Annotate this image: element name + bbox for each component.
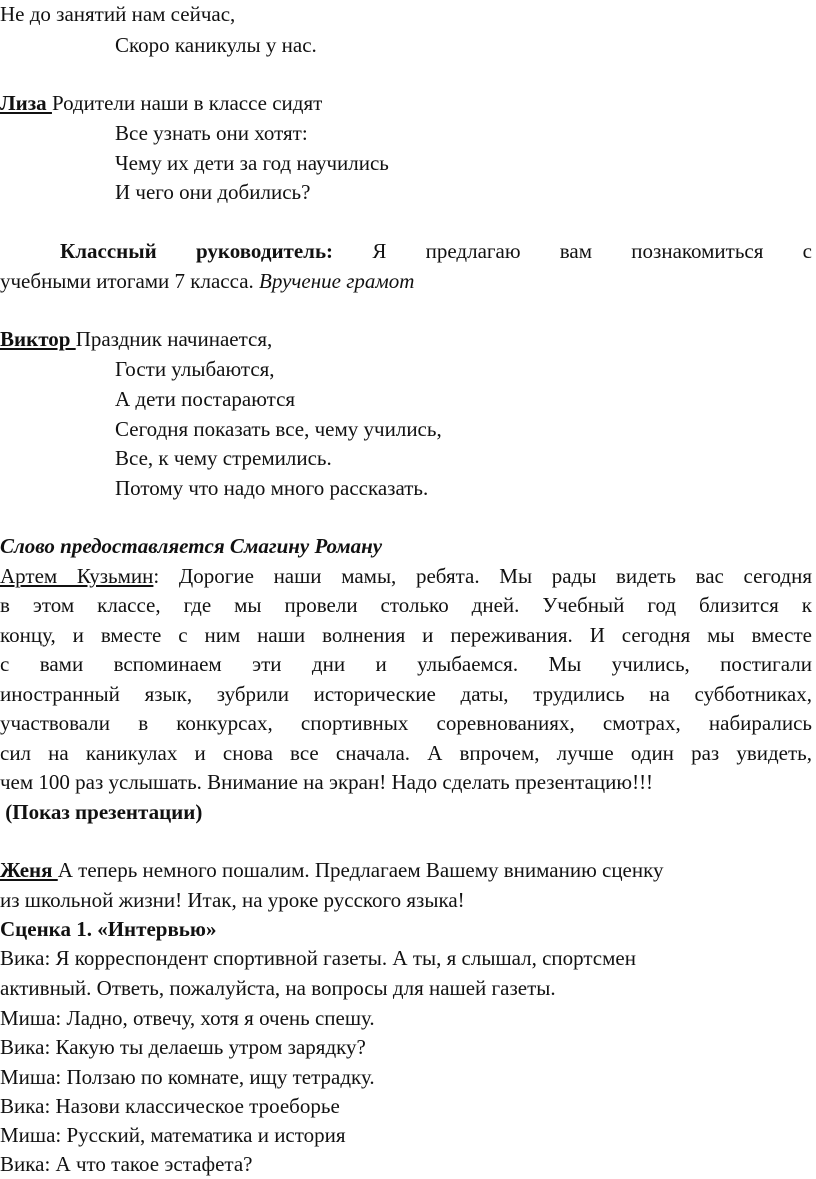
liza-line-2: Все узнать они хотят: [115, 121, 308, 145]
scene-line-7: Миша: Русский, математика и история [0, 1123, 346, 1147]
scene-line-3: Миша: Ладно, отвечу, хотя я очень спешу. [0, 1006, 375, 1030]
liza-line-3: Чему их дети за год научились [115, 151, 389, 175]
artem-line-1 [0, 562, 812, 591]
artem-line-7: сил на каникулах и снова все сначала. А впрочем, лучше один раз увидеть, [0, 741, 812, 765]
speaker-viktor: Виктор [0, 327, 76, 351]
announcement: Слово предоставляется Смагину Роману [0, 534, 383, 558]
viktor-line-4: Сегодня показать все, чему учились, [115, 417, 442, 441]
scene-line-1: Вика: Я корреспондент спортивной газеты. А ты, я слышал, спортсмен [0, 946, 636, 970]
artem-line-6: участвовали в конкурсах, спортивных соревнованиях, смотрах, набирались [0, 711, 812, 735]
intro-line-2: Скоро каникулы у нас. [115, 33, 317, 57]
teacher-line-2 [0, 267, 414, 296]
teacher-text-1: Я предлагаю вам познакомиться с [333, 239, 812, 263]
viktor-line-5: Все, к чему стремились. [115, 446, 332, 470]
zhenya-line-2: из школьной жизни! Итак, на уроке русского языка! [0, 888, 465, 912]
artem-line-3: концу, и вместе с ним наши волнения и переживания. И сегодня мы вместе [0, 623, 812, 647]
liza-line-4: И чего они добились? [115, 180, 311, 204]
artem-line-8: чем 100 раз услышать. Внимание на экран! Надо сделать презентацию!!! [0, 770, 654, 794]
viktor-line-3: А дети постараются [115, 387, 296, 411]
presentation-note: (Показ презентации) [0, 800, 203, 824]
teacher-text-2: учебными итогами 7 класса. [0, 269, 260, 293]
scene-line-2: активный. Ответь, пожалуйста, на вопросы для нашей газеты. [0, 976, 556, 1000]
liza-text: Родители наши в классе сидят [51, 91, 323, 115]
scene-line-8: Вика: А что такое эстафета? [0, 1152, 253, 1176]
scene-line-4: Вика: Какую ты делаешь утром зарядку? [0, 1035, 366, 1059]
speaker-artem: Артем Кузьмин [0, 564, 154, 588]
scene-line-6: Вика: Назови классическое троеборье [0, 1094, 340, 1118]
speaker-teacher: Классный руководитель: [60, 239, 334, 263]
viktor-line-2: Гости улыбаются, [115, 357, 275, 381]
artem-text-1: Дорогие наши мамы, ребята. Мы рады видеть вас сегодня [178, 564, 812, 588]
viktor-line-1 [0, 325, 272, 354]
speaker-liza: Лиза [0, 91, 52, 115]
artem-line-2: в этом классе, где мы провели столько дней. Учебный год близится к [0, 593, 812, 617]
zhenya-line-1 [0, 856, 664, 885]
speaker-zhenya: Женя [0, 858, 58, 882]
viktor-line-6: Потому что надо много рассказать. [115, 476, 429, 500]
teacher-line-1 [0, 237, 812, 266]
zhenya-text-1: А теперь немного пошалим. Предлагаем Вашему вниманию сценку [57, 858, 664, 882]
liza-line-1 [0, 89, 322, 118]
artem-line-5: иностранный язык, зубрили исторические даты, трудились на субботниках, [0, 682, 812, 706]
artem-line-4: с вами вспоминаем эти дни и улыбаемся. Мы учились, постигали [0, 652, 812, 676]
teacher-note: Вручение грамот [259, 269, 415, 293]
viktor-text: Праздник начинается, [75, 327, 273, 351]
intro-line-1: Не до занятий нам сейчас, [0, 2, 236, 26]
artem-colon: : [153, 564, 179, 588]
scene-line-5: Миша: Ползаю по комнате, ищу тетрадку. [0, 1065, 375, 1089]
scene-title: Сценка 1. «Интервью» [0, 917, 217, 941]
